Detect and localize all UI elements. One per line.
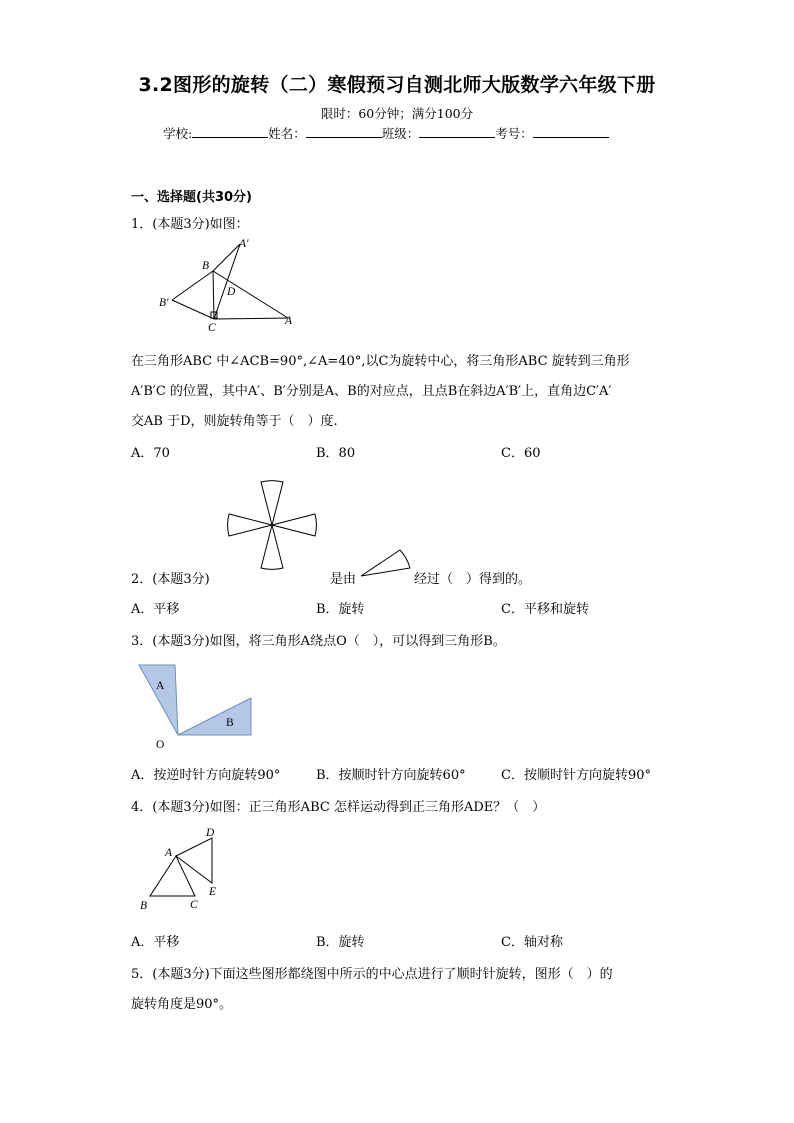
q3-option-c[interactable]: C．按顺时针方向旋转90° xyxy=(501,768,651,783)
q4-option-b[interactable]: B．旋转 xyxy=(316,935,365,950)
page-title: 3.2图形的旋转（二）寒假预习自测北师大版数学六年级下册 xyxy=(138,74,656,96)
q2-suffix: 经过（ ）得到的。 xyxy=(414,572,532,587)
q4-triangles-figure xyxy=(135,820,235,915)
label-tri-a: A xyxy=(156,680,165,692)
q2-mid: 是由 xyxy=(330,572,357,587)
student-info-row xyxy=(163,124,609,142)
exam-no-blank[interactable] xyxy=(533,125,609,138)
q1-option-c[interactable]: C．60 xyxy=(501,446,541,461)
q2-sector-shape xyxy=(358,546,414,580)
q1-line-3: 交AB 于D，则旋转角等于（ ）度. xyxy=(131,414,338,429)
label-d: D xyxy=(206,827,215,839)
q1-line-2: A′B′C 的位置，其中A′、B′分别是A、B的对应点，且点B在斜边A′B′上，直角边C′A′ xyxy=(131,384,612,399)
q5-line-2: 旋转角度是90°。 xyxy=(131,997,233,1012)
label-a-prime: A′ xyxy=(239,238,249,250)
name-label: 姓名： xyxy=(268,126,306,141)
class-label: 班级： xyxy=(381,126,420,141)
label-c: C xyxy=(208,322,216,334)
name-blank[interactable] xyxy=(306,125,382,138)
q1-option-a[interactable]: A．70 xyxy=(131,446,170,461)
triangle-b xyxy=(178,698,251,735)
label-b: B xyxy=(202,260,210,272)
q4-stem: 4．(本题3分)如图：正三角形ABC 怎样运动得到正三角形ADE？（ ） xyxy=(131,800,546,815)
q3-option-b[interactable]: B．按顺时针方向旋转60° xyxy=(316,768,466,783)
q4-option-c[interactable]: C．轴对称 xyxy=(501,935,563,950)
school-label: 学校: xyxy=(163,126,193,141)
q2-option-b[interactable]: B．旋转 xyxy=(316,602,365,617)
label-c: C xyxy=(190,899,198,911)
label-b-prime: B′ xyxy=(159,297,169,309)
label-a: A xyxy=(285,315,293,327)
q3-triangles-figure xyxy=(130,660,270,755)
exam-no-label: 考号： xyxy=(495,126,533,141)
label-o: O xyxy=(156,739,165,751)
q1-line-1: 在三角形ABC 中∠ACB=90°,∠A=40°,以C为旋转中心，将三角形ABC 旋转到三角形 xyxy=(131,354,630,369)
section-heading: 一、选择题(共30分) xyxy=(131,190,252,205)
label-tri-b: B xyxy=(226,717,234,729)
time-limit: 限时：60分钟；满分100分 xyxy=(320,106,474,121)
q1-stem: 1．(本题3分)如图： xyxy=(131,217,249,232)
label-d: D xyxy=(227,286,236,298)
q2-option-c[interactable]: C．平移和旋转 xyxy=(501,602,589,617)
triangle-a xyxy=(139,665,178,735)
q5-line-1: 5．(本题3分)下面这些图形都绕图中所示的中心点进行了顺时针旋转，图形（ ）的 xyxy=(131,967,613,982)
label-a: A xyxy=(165,847,173,859)
q2-option-a[interactable]: A．平移 xyxy=(131,602,180,617)
school-blank[interactable] xyxy=(192,125,268,138)
label-e: E xyxy=(209,886,217,898)
q3-stem: 3．(本题3分)如图，将三角形A绕点O（ ），可以得到三角形B。 xyxy=(131,634,506,649)
q2-prefix: 2．(本题3分) xyxy=(131,572,210,587)
q1-option-b[interactable]: B．80 xyxy=(316,446,356,461)
class-blank[interactable] xyxy=(419,125,495,138)
q1-rotation-figure xyxy=(150,236,300,336)
q2-pinwheel-figure xyxy=(210,470,340,580)
q3-option-a[interactable]: A．按逆时针方向旋转90° xyxy=(131,768,281,783)
q4-option-a[interactable]: A．平移 xyxy=(131,935,180,950)
label-b: B xyxy=(140,900,148,912)
